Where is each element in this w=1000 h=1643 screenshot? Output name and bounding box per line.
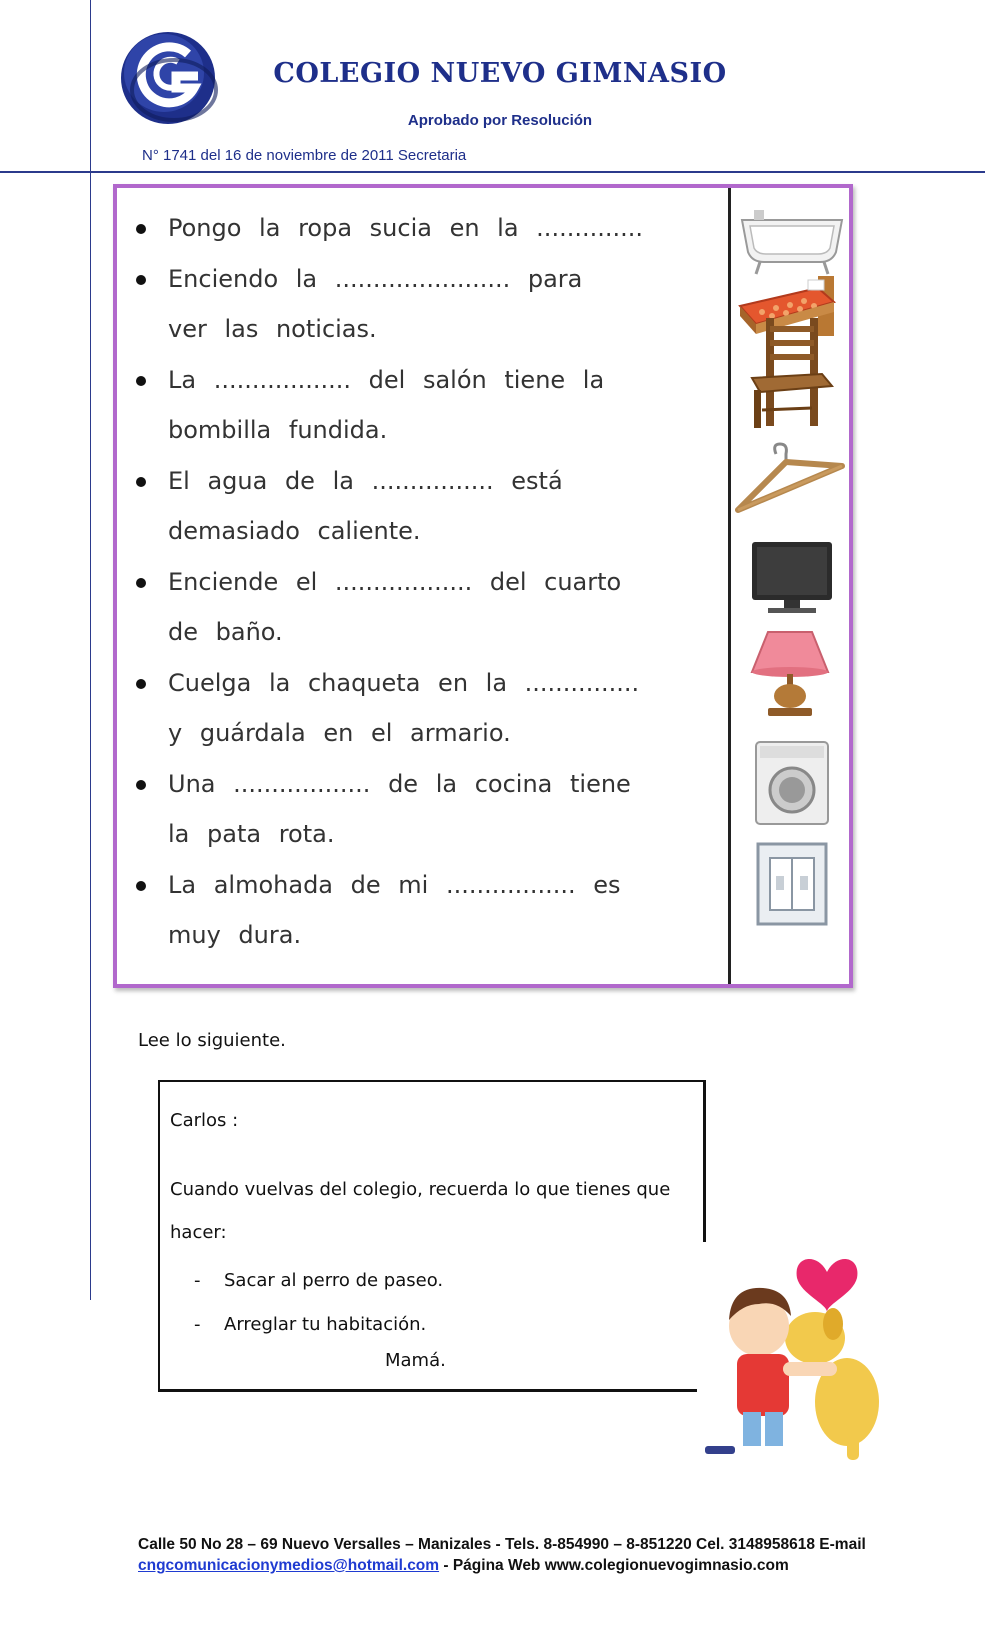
note-body: Cuando vuelvas del colegio, recuerda lo que tienes que hacer:	[170, 1179, 671, 1243]
header-rule	[0, 171, 985, 173]
sentence-line: La .................. del salón tiene la	[168, 365, 605, 394]
dash-icon: -	[194, 1270, 201, 1291]
note-item-text: Sacar al perro de paseo.	[224, 1270, 444, 1291]
note-item	[194, 1314, 426, 1335]
sentence-item	[128, 557, 728, 658]
sentence-item	[128, 355, 728, 456]
note-item-text: Arreglar tu habitación.	[224, 1314, 427, 1335]
note-signature: Mamá.	[385, 1350, 446, 1371]
sentence-item	[128, 254, 728, 355]
sentence-line: la pata rota.	[168, 820, 335, 848]
sentence-line: demasiado caliente.	[168, 517, 421, 545]
margin-line-vertical	[90, 0, 91, 1300]
television-icon	[732, 538, 852, 618]
sentence-item	[128, 759, 728, 860]
school-logo	[118, 26, 218, 126]
bullet-icon	[136, 224, 146, 234]
chair-icon	[732, 312, 852, 432]
footer-email-link[interactable]: cngcomunicacionymedios@hotmail.com	[138, 1557, 440, 1574]
bullet-icon	[136, 578, 146, 588]
sentence-line: muy dura.	[168, 921, 302, 949]
boy-hugging-dog-illustration	[697, 1242, 892, 1464]
bullet-icon	[136, 275, 146, 285]
bullet-icon	[136, 477, 146, 487]
sentence-line: y guárdala en el armario.	[168, 719, 511, 747]
note-item	[194, 1270, 443, 1291]
sentence-line: Pongo la ropa sucia en la ..............	[168, 214, 643, 242]
sentence-line: Una .................. de la cocina tiene	[168, 769, 631, 798]
lamp-icon	[732, 626, 852, 726]
resolution-text: N° 1741 del 16 de noviembre de 2011 Secretaria	[142, 147, 467, 164]
footer-contact	[138, 1555, 938, 1576]
sentence-line: La almohada de mi ................. es	[168, 870, 621, 899]
light-switch-icon	[732, 840, 852, 930]
sentence-line: ver las noticias.	[168, 315, 377, 343]
bullet-icon	[136, 881, 146, 891]
bullet-icon	[136, 679, 146, 689]
washing-machine-icon	[732, 738, 852, 828]
sentence-item	[128, 456, 728, 557]
hanger-icon	[732, 440, 852, 530]
sentence-line: bombilla fundida.	[168, 416, 388, 444]
sentence-line: Enciende el .................. del cuarto	[168, 567, 622, 596]
sentence-list	[128, 203, 728, 961]
sentence-item	[128, 658, 728, 759]
footer-address: Calle 50 No 28 – 69 Nuevo Versalles – Manizales - Tels. 8-854990 – 8-851220 Cel. 3148958618 E-mail	[138, 1536, 866, 1553]
footer-website: - Página Web www.colegionuevogimnasio.com	[439, 1557, 789, 1574]
reading-instruction: Lee lo siguiente.	[138, 1030, 286, 1051]
bullet-icon	[136, 376, 146, 386]
sentence-line: Cuelga la chaqueta en la ...............	[168, 668, 640, 697]
dash-icon: -	[194, 1314, 201, 1335]
sentence-item	[128, 860, 728, 961]
footer	[138, 1534, 938, 1576]
exercise-divider	[728, 188, 731, 984]
sentence-item	[128, 203, 728, 254]
bullet-icon	[136, 780, 146, 790]
note-greeting: Carlos :	[170, 1110, 239, 1131]
sentence-line: de baño.	[168, 618, 283, 646]
sentence-line: El agua de la ................ está	[168, 466, 563, 495]
sentence-line: Enciendo la ....................... para	[168, 264, 583, 293]
school-name: COLEGIO NUEVO GIMNASIO	[273, 58, 727, 89]
approval-text: Aprobado por Resolución	[407, 112, 593, 129]
